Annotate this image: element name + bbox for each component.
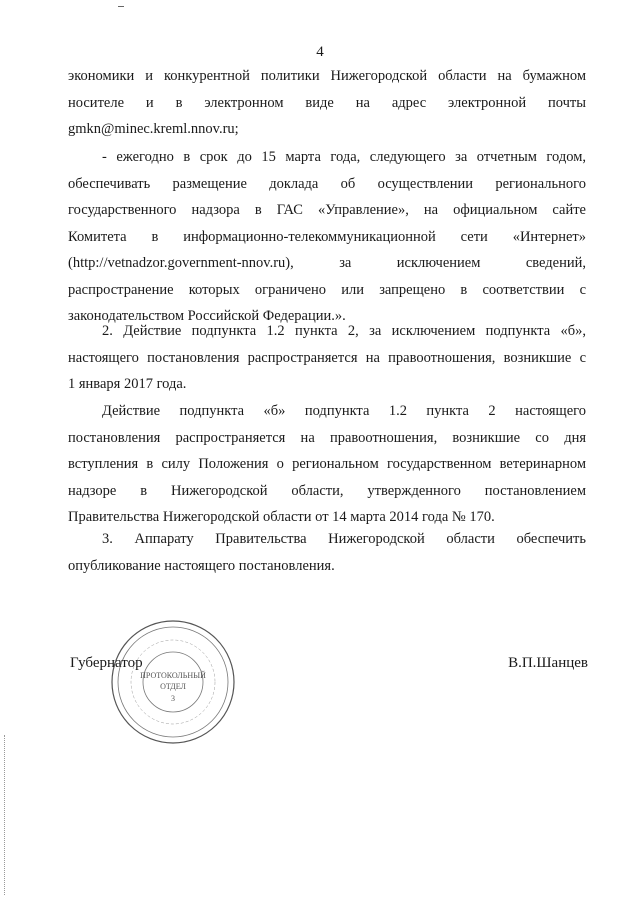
- text-line: Правительства Нижегородской области от 14 марта 2014 года № 170.: [68, 509, 495, 525]
- signature-name: В.П.Шанцев: [508, 655, 588, 671]
- text-line: экономики и конкурентной политики Нижегородской области на бумажном: [68, 68, 586, 84]
- official-stamp: [108, 618, 238, 746]
- paragraph-annual-report: [68, 144, 586, 330]
- paragraph-item-2-effect: [68, 398, 586, 531]
- text-line: настоящего постановления распространяется на правоотношения, возникшие с: [68, 349, 586, 366]
- paragraph-item-3: [68, 526, 586, 579]
- page-number: 4: [316, 44, 324, 60]
- paragraph-item-2: [68, 318, 586, 398]
- stamp-center-line-1: ПРОТОКОЛЬНЫЙ: [140, 671, 206, 680]
- text-line: постановления распространяется на правоотношения, возникшие со дня: [68, 429, 586, 446]
- text-line: 2. Действие подпункта 1.2 пункта 2, за исключением подпункта «б»,: [102, 323, 586, 339]
- scan-edge-marks: [4, 735, 6, 895]
- text-line: законодательством Российской Федерации.».: [68, 308, 346, 324]
- text-line: обеспечивать размещение доклада об осуществлении регионального: [68, 175, 586, 192]
- stamp-center-number: 3: [171, 694, 175, 703]
- signature-title: Губернатор: [70, 655, 143, 671]
- text-line: 1 января 2017 года.: [68, 376, 187, 392]
- text-line: (http://vetnadzor.government-nnov.ru), за исключением сведений,: [68, 255, 586, 271]
- text-line: распространение которых ограничено или запрещено в соответствии с: [68, 281, 586, 298]
- stamp-center-line-2: ОТДЕЛ: [160, 682, 186, 691]
- text-line: государственного надзора в ГАС «Управление», на официальном сайте: [68, 202, 586, 218]
- top-edge-mark: [118, 6, 124, 7]
- text-line: Действие подпункта «б» подпункта 1.2 пункта 2 настоящего: [102, 403, 586, 419]
- email-address: gmkn@minec.kreml.nnov.ru;: [68, 121, 239, 137]
- text-line: носителе и в электронном виде на адрес электронной почты: [68, 94, 586, 111]
- text-line: - ежегодно в срок до 15 марта года, следующего за отчетным годом,: [102, 149, 586, 165]
- text-line: опубликование настоящего постановления.: [68, 557, 335, 574]
- text-line: надзоре в Нижегородской области, утвержденного постановлением: [68, 482, 586, 499]
- paragraph-continuation: [68, 63, 586, 143]
- text-line: 3. Аппарату Правительства Нижегородской области обеспечить: [102, 531, 586, 547]
- text-line: вступления в силу Положения о региональном государственном ветеринарном: [68, 456, 586, 472]
- text-line: Комитета в информационно-телекоммуникационной сети «Интернет»: [68, 228, 586, 245]
